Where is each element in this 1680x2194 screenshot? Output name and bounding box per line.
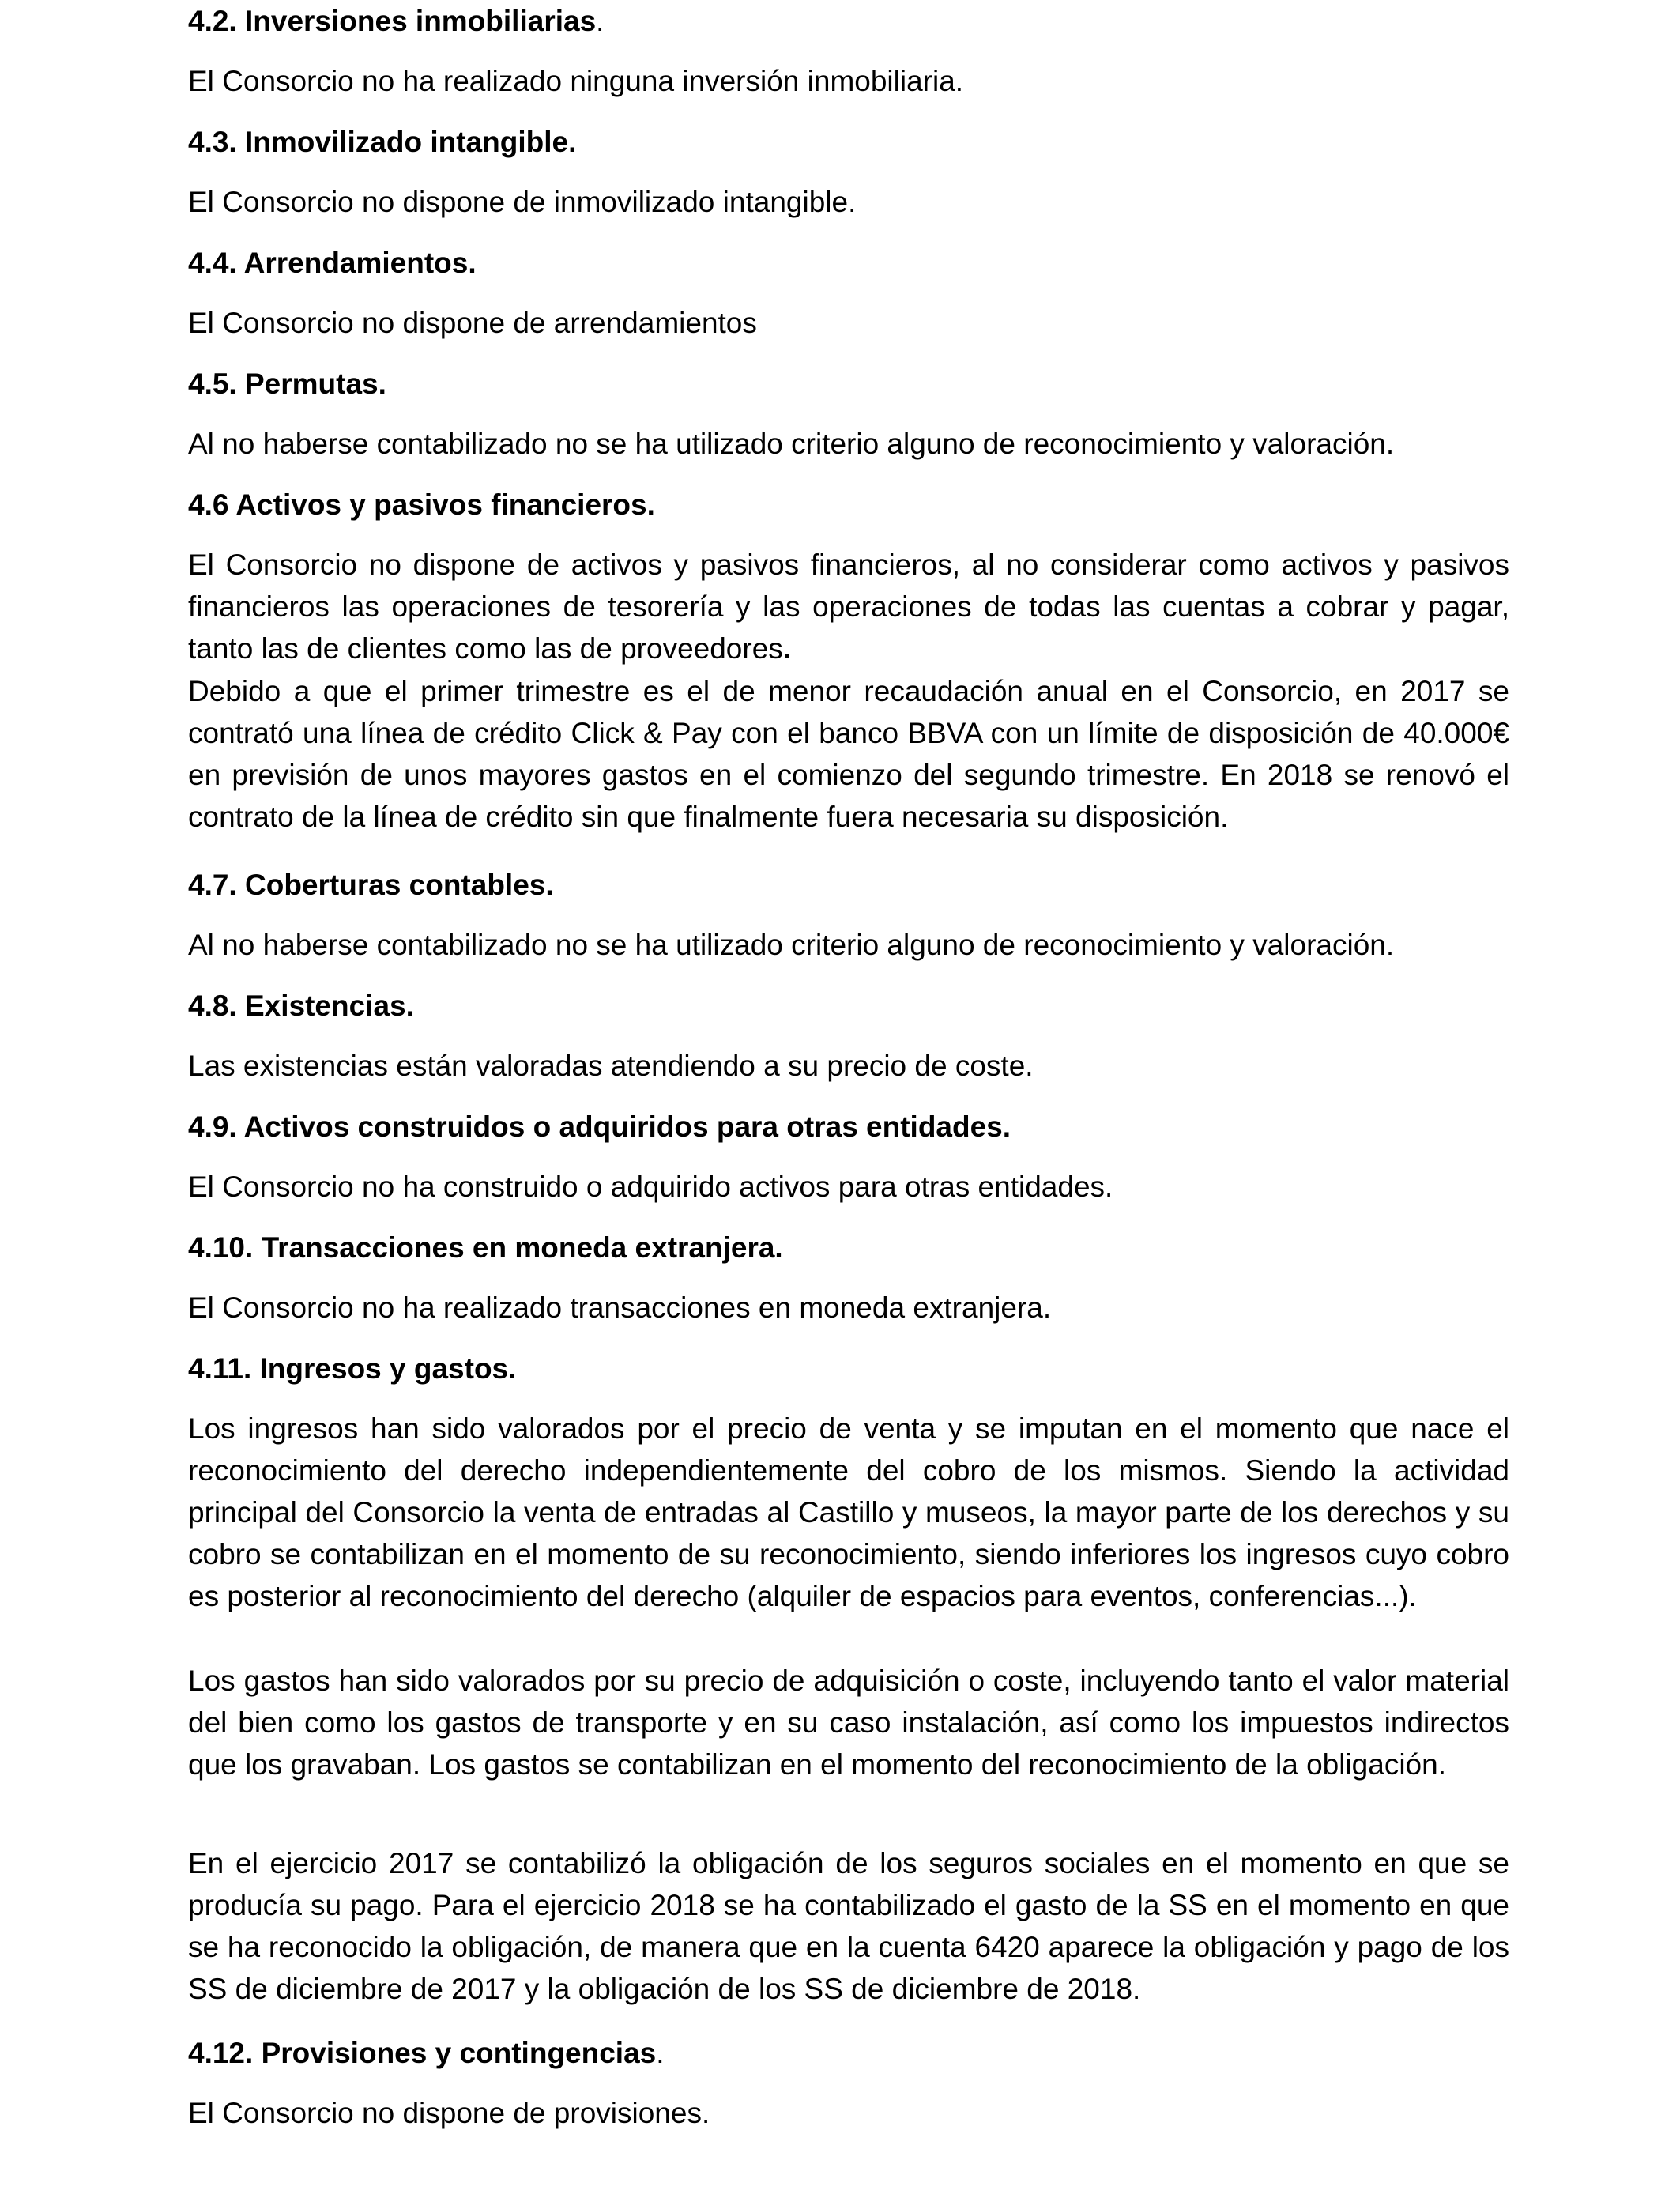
heading-4-6: 4.6 Activos y pasivos financieros. [188, 488, 655, 521]
heading-4-11: 4.11. Ingresos y gastos. [188, 1352, 517, 1385]
heading-4-12: 4.12. Provisiones y contingencias. [188, 2037, 665, 2069]
paragraph-4-2: El Consorcio no ha realizado ninguna inversión inmobiliaria. [188, 65, 964, 97]
heading-4-5: 4.5. Permutas. [188, 368, 386, 400]
heading-4-2: 4.2. Inversiones inmobiliarias. [188, 5, 605, 37]
paragraph-4-6-credit-line: Debido a que el primer trimestre es el de menor recaudación anual en el Consorcio, en 2017 se contrató una línea de crédito Click & Pay con el banco BBVA con un límite de disposición de 40.000€ en previsión de unos mayores gastos en el comienzo del segundo trimestre. En 2018 se renovó el contrato de la línea de crédito sin que finalmente fuera necesaria su disposición. [188, 675, 1509, 833]
paragraph-4-11-expenses: Los gastos han sido valorados por su precio de adquisición o coste, incluyendo tanto el valor material del bien como los gastos de transporte y en su caso instalación, así como los impuestos indirectos que los gravaban. Los gastos se contabilizan en el momento del reconocimiento de la obligación. [188, 1664, 1509, 1781]
paragraph-4-12: El Consorcio no dispone de provisiones. [188, 2097, 710, 2129]
paragraph-4-4: El Consorcio no dispone de arrendamientos [188, 307, 757, 339]
heading-4-8: 4.8. Existencias. [188, 990, 414, 1022]
paragraph-4-11-income: Los ingresos han sido valorados por el precio de venta y se imputan en el momento que nace el reconocimiento del derecho independientemente del cobro de los mismos. Siendo la actividad principal del Consorcio la venta de entradas al Castillo y museos, la mayor parte de los derechos y su cobro se contabilizan en el momento de su reconocimiento, siendo inferiores los ingresos cuyo cobro es posterior al reconocimiento del derecho (alquiler de espacios para eventos, conferencias...). [188, 1412, 1509, 1612]
paragraph-4-10: El Consorcio no ha realizado transacciones en moneda extranjera. [188, 1291, 1052, 1324]
paragraph-4-8: Las existencias están valoradas atendiendo a su precio de coste. [188, 1050, 1034, 1082]
heading-4-7: 4.7. Coberturas contables. [188, 869, 554, 901]
paragraph-4-6-financial-assets: El Consorcio no dispone de activos y pasivos financieros, al no considerar como activos y pasivos financieros las operaciones de tesorería y las operaciones de todas las cuentas a cobrar y pagar, tanto las de clientes como las de proveedores. [188, 548, 1509, 665]
paragraph-4-9: El Consorcio no ha construido o adquirido activos para otras entidades. [188, 1171, 1113, 1203]
heading-4-10: 4.10. Transacciones en moneda extranjera. [188, 1231, 783, 1264]
paragraph-4-5: Al no haberse contabilizado no se ha utilizado criterio alguno de reconocimiento y valoración. [188, 428, 1395, 460]
heading-4-4: 4.4. Arrendamientos. [188, 247, 477, 279]
paragraph-4-11-social-security: En el ejercicio 2017 se contabilizó la obligación de los seguros sociales en el momento en que se producía su pago. Para el ejercicio 2018 se ha contabilizado el gasto de la SS en el momento en que se ha reconocido la obligación, de manera que en la cuenta 6420 aparece la obligación y pago de los SS de diciembre de 2017 y la obligación de los SS de diciembre de 2018. [188, 1847, 1509, 2005]
heading-4-3: 4.3. Inmovilizado intangible. [188, 126, 577, 158]
heading-4-9: 4.9. Activos construidos o adquiridos para otras entidades. [188, 1110, 1011, 1143]
paragraph-4-3: El Consorcio no dispone de inmovilizado intangible. [188, 186, 857, 218]
paragraph-4-7: Al no haberse contabilizado no se ha utilizado criterio alguno de reconocimiento y valoración. [188, 929, 1395, 961]
